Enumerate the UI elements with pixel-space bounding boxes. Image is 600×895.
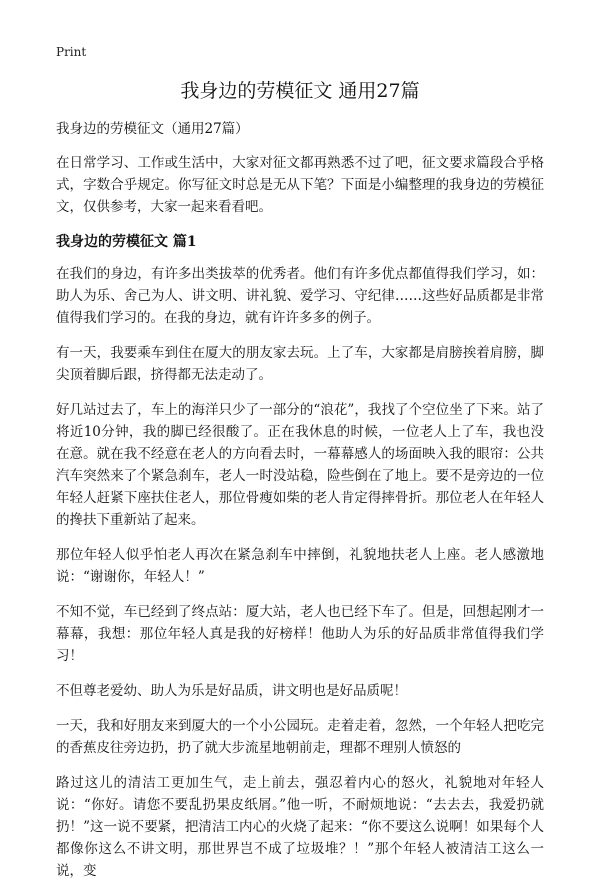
- paragraph: 那位年轻人似乎怕老人再次在紧急刹车中摔倒，礼貌地扶老人上座。老人感激地说：“谢谢你，年轻人！”: [56, 547, 544, 585]
- paragraph: 有一天，我要乘车到住在厦大的朋友家去玩。上了车，大家都是肩膀挨着肩膀，脚尖顶着脚后跟，挤得都无法走动了。: [56, 345, 544, 383]
- print-link[interactable]: Print: [56, 45, 87, 59]
- paragraph: 一天，我和好朋友来到厦大的一个小公园玩。走着走着，忽然，一个年轻人把吃完的香蕉皮往旁边扔，扔了就大步流星地朝前走，理都不理别人愤怒的: [56, 718, 544, 756]
- intro-paragraph: 在日常学习、工作或生活中，大家对征文都再熟悉不过了吧，征文要求篇段合乎格式，字数合乎规定。你写征文时总是无从下笔？下面是小编整理的我身边的劳模征文，仅供参考，大家一起来看看吧。: [56, 155, 544, 215]
- article-body: [56, 118, 544, 895]
- paragraph: 在我们的身边，有许多出类拔萃的优秀者。他们有许多优点都值得我们学习，如：助人为乐、舍己为人、讲文明、讲礼貌、爱学习、守纪律……这些好品质都是非常值得我们学习的。在我的身边，就有许许多多的例子。: [56, 266, 544, 326]
- page-title: 我身边的劳模征文 通用27篇: [180, 80, 420, 102]
- paragraph: 不但尊老爱幼、助人为乐是好品质，讲文明也是好品质呢！: [56, 683, 407, 699]
- section-heading: 我身边的劳模征文 篇1: [56, 234, 197, 250]
- paragraph: 路过这儿的清洁工更加生气，走上前去，强忍着内心的怒火，礼貌地对年轻人说：“你好。请您不要乱扔果皮纸屑。”他一听，不耐烦地说：“去去去，我爱扔就扔！”这一说不要紧，把清洁工内心的火烧了起来：“你不要这么说啊！如果每个人都像你这么不讲文明，那世界岂不成了垃圾堆？！”那个年轻人被清洁工这么一说，变: [56, 775, 544, 879]
- paragraph: 不知不觉，车已经到了终点站：厦大站，老人也已经下车了。但是，回想起刚才一幕幕，我想：那位年轻人真是我的好榜样！他助人为乐的好品质非常值得我们学习！: [56, 604, 544, 664]
- paragraph: 好几站过去了，车上的海洋只少了一部分的“浪花”，我找了个空位坐了下来。站了将近10分钟，我的脚已经很酸了。正在我休息的时候，一位老人上了车，我也没在意。就在我不经意在老人的方向看去时，一幕幕感人的场面映入我的眼帘：公共汽车突然来了个紧急刹车，老人一时没站稳，险些倒在了地上。要不是旁边的一位年轻人赶紧下座扶住老人，那位骨瘦如柴的老人肯定得摔骨折。那位老人在年轻人的搀扶下重新站了起来。: [56, 402, 544, 528]
- article-subtitle: 我身边的劳模征文（通用27篇）: [56, 121, 249, 137]
